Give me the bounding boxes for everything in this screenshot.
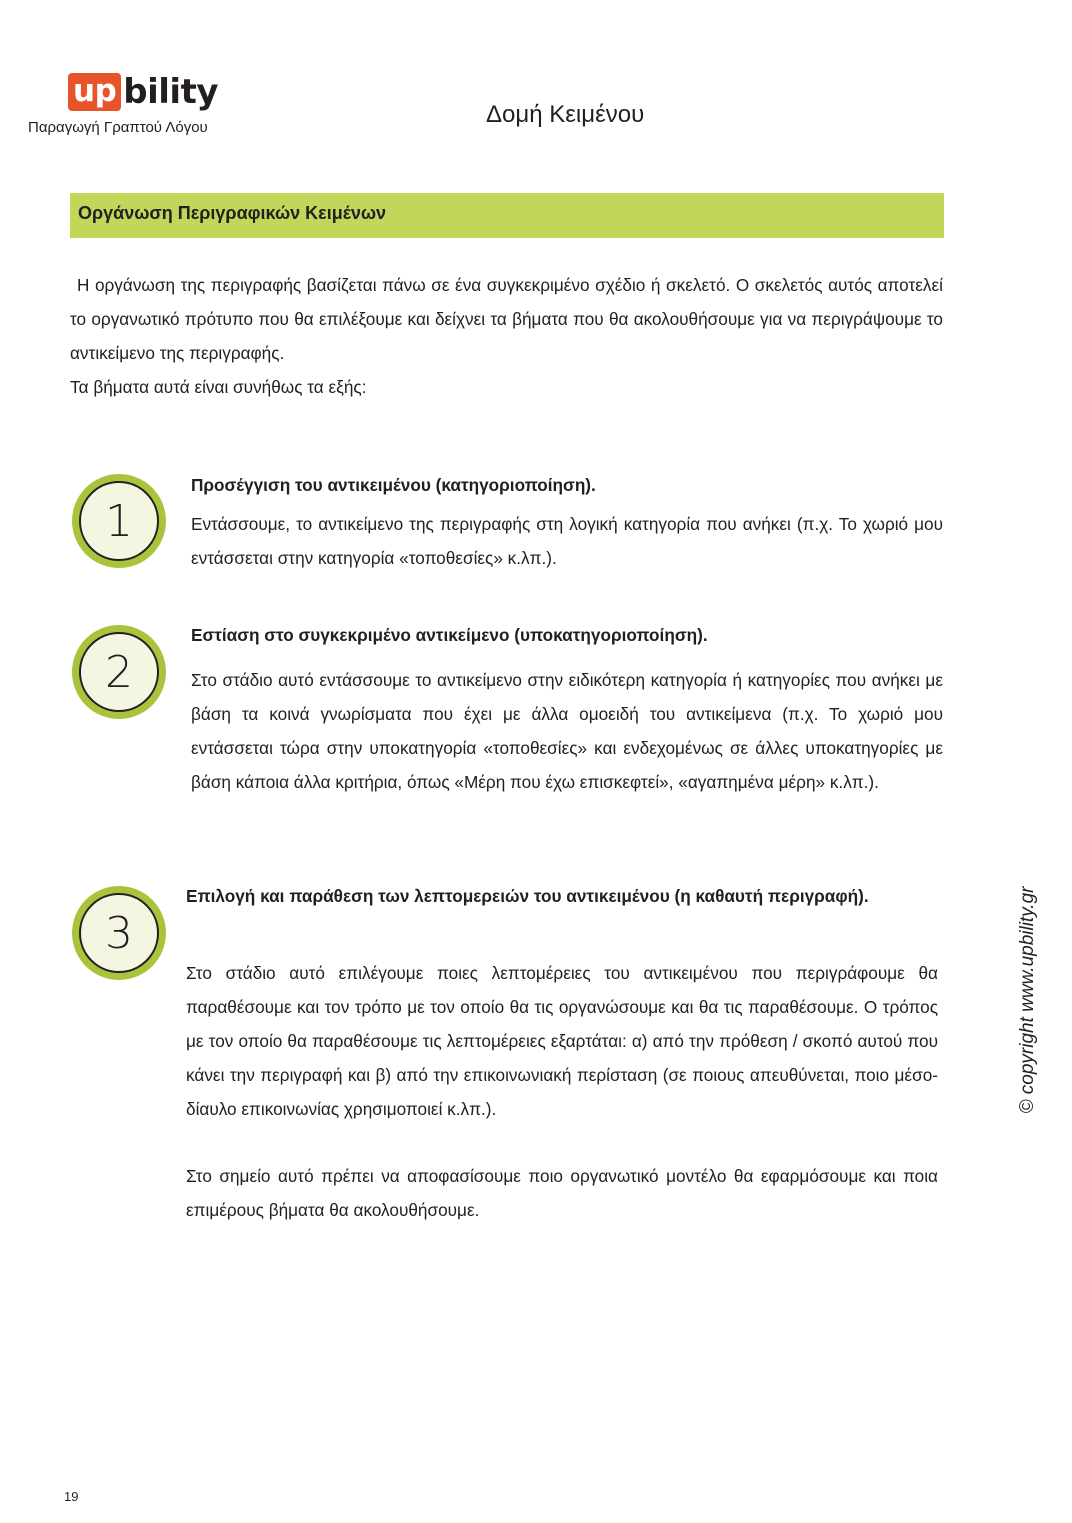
step-1-badge (72, 474, 166, 568)
logo-subtitle: Παραγωγή Γραπτού Λόγου (28, 119, 208, 136)
step-2-title: Εστίαση στο συγκεκριμένο αντικείμενο (υποκατηγοριοποίηση). (191, 625, 708, 645)
step-3-title: Επιλογή και παράθεση των λεπτομερειών του αντικειμένου (η καθαυτή περιγραφή). (186, 886, 869, 906)
step-number: 1 (79, 481, 159, 561)
page-title: Δομή Κειμένου (486, 101, 645, 128)
step-3-body: Στο στάδιο αυτό επιλέγουμε ποιες λεπτομέρειες του αντικειμένου που περιγράφουμε θα παραθέσουμε και τον τρόπο με τον οποίο θα τις οργανώσουμε και θα τις παραθέσουμε. Ο τρόπος με τον οποίο θα παραθέσουμε τις λεπτομέρειες εξαρτάται: α) από την πρόθεση / σκοπό αυτού που κάνει την περιγραφή και β) από την επικοινωνιακή περίσταση (σε ποιους απευθύνεται, ποιο μέσο-δίαυλο επικοινωνίας χρησιμοποιεί κ.λπ.). (186, 963, 938, 1119)
step-number: 3 (79, 893, 159, 973)
step-1-title: Προσέγγιση του αντικειμένου (κατηγοριοποίηση). (191, 475, 596, 495)
intro-paragraph: Η οργάνωση της περιγραφής βασίζεται πάνω σε ένα συγκεκριμένο σχέδιο ή σκελετό. Ο σκελετός αυτός αποτελεί το οργανωτικό πρότυπο που θα επιλέξουμε και δείχνει τα βήματα που θα ακολουθήσουμε για να περιγράψουμε το αντικείμενο της περιγραφής. (70, 275, 943, 363)
step-3-body-conclusion: Στο σημείο αυτό πρέπει να αποφασίσουμε ποιο οργανωτικό μοντέλο θα εφαρμόσουμε και ποια επιμέρους βήματα θα ακολουθήσουμε. (186, 1166, 938, 1220)
page-number: 19 (64, 1489, 79, 1504)
intro-steps-lead: Τα βήματα αυτά είναι συνήθως τα εξής: (70, 377, 367, 397)
upbility-logo (68, 72, 218, 112)
copyright-notice: © copyright www.upbility.gr (1017, 886, 1038, 1114)
logo-up-mark: up (68, 73, 121, 111)
step-1-body: Εντάσσουμε, το αντικείμενο της περιγραφής στη λογική κατηγορία που ανήκει (π.χ. Το χωριό μου εντάσσεται στην κατηγορία «τοποθεσίες» κ.λπ.). (191, 514, 943, 568)
step-2-badge (72, 625, 166, 719)
section-heading: Οργάνωση Περιγραφικών Κειμένων (70, 193, 944, 238)
step-3-badge (72, 886, 166, 980)
step-2-body: Στο στάδιο αυτό εντάσσουμε το αντικείμενο στην ειδικότερη κατηγορία ή κατηγορίες που ανήκει με βάση τα κοινά γνωρίσματα που έχει με άλλα ομοειδή του αντικείμενα (π.χ. Το χωριό μου εντάσσεται τώρα στην υποκατηγορία «τοποθεσίες» και ενδεχομένως σε άλλες υποκατηγορίες με βάση κάποια άλλα κριτήρια, όπως «Μέρη που έχω επισκεφτεί», «αγαπημένα μέρη» κ.λπ.). (191, 670, 943, 792)
step-number: 2 (79, 632, 159, 712)
logo-wordmark: bility (123, 72, 218, 112)
